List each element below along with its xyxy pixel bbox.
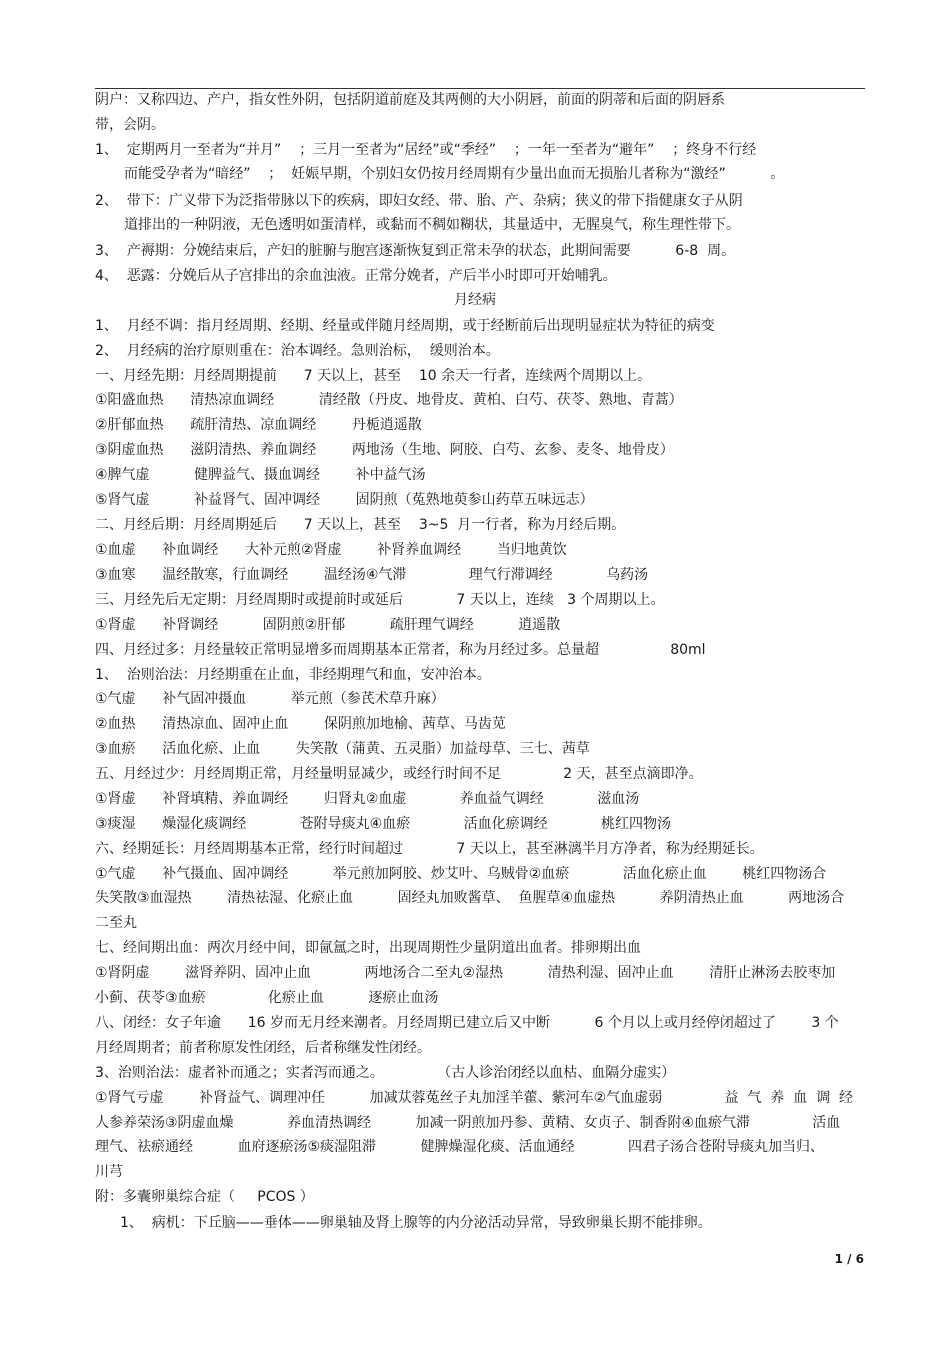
text-line: ③阴虚血热 滋阴清热、养血调经 两地汤（生地、阿胶、白芍、玄参、麦冬、地骨皮） (95, 442, 674, 458)
text-line: 月经周期者；前者称原发性闭经，后者称继发性闭经。 (95, 1040, 431, 1056)
text-line: 理气、祛瘀通经 血府逐瘀汤⑤痰湿阻滞 健脾燥湿化痰、活血通经 四君子汤合苍附导痰丸加当归、 (95, 1139, 824, 1155)
text-line: 川芎 (95, 1164, 123, 1180)
text-line: 3、治则治法：虚者补而通之；实者泻而通之。 （古人诊治闭经以血枯、血隔分虚实） (95, 1065, 676, 1081)
text-line: 道排出的一种阴液，无色透明如蛋清样，或黏而不稠如糊状，其量适中，无腥臭气，称生理性带下。 (124, 217, 740, 233)
text-line: 人参养荣汤③阴虚血燥 养血清热调经 加减一阴煎加丹参、黄精、女贞子、制香附④血瘀气滞 活血 (95, 1115, 841, 1131)
text-line: 1、 治则治法：月经期重在止血，非经期理气和血，安冲治本。 (95, 667, 491, 683)
text-line: 八、闭经：女子年逾 16 岁而无月经来潮者。月经周期已建立后又中断 6 个月以上或月经停闭超过了 3 个 (95, 1015, 839, 1031)
text-line: ⑤肾气虚 补益肾气、固冲调经 固阴煎（菟熟地萸参山药草五味远志） (95, 492, 594, 508)
text-line: ①气虚 补气摄血、固冲调经 举元煎加阿胶、炒艾叶、乌贼骨②血瘀 活血化瘀止血 桃红四物汤合 (95, 866, 827, 882)
text-line: 失笑散③血湿热 清热祛湿、化瘀止血 固经丸加败酱草、 鱼腥草④血虚热 养阴清热止血 两地汤合 (95, 890, 845, 906)
text-line: 附：多囊卵巢综合症（ PCOS ） (95, 1189, 314, 1205)
text-line: 而能受孕者为“暗经” ； 妊娠早期，个别妇女仍按月经周期有少量出血而无损胎儿者称为“激经” 。 (124, 166, 785, 182)
text-line: ③痰湿 燥湿化痰调经 苍附导痰丸④血瘀 活血化瘀调经 桃红四物汤 (95, 816, 672, 832)
text-line: 一、月经先期：月经周期提前 7 天以上，甚至 10 余天一行者，连续两个周期以上。 (95, 368, 652, 384)
text-line: ①肾虚 补肾调经 固阴煎②肝郁 疏肝理气调经 逍遥散 (95, 617, 561, 633)
text-line: ①血虚 补血调经 大补元煎②肾虚 补肾养血调经 当归地黄饮 (95, 542, 567, 558)
text-line: 二至丸 (95, 915, 137, 931)
text-line: 三、月经先后无定期：月经周期时或提前时或延后 7 天以上，连续 3 个周期以上。 (95, 592, 665, 608)
text-line: 带，会阴。 (95, 117, 165, 133)
text-line: 1、 月经不调：指月经周期、经期、经量或伴随月经周期，或于经断前后出现明显症状为特征的病变 (95, 318, 715, 334)
text-line: 六、经期延长：月经周期基本正常，经行时间超过 7 天以上，甚至淋漓半月方净者，称为经期延长。 (95, 841, 764, 857)
text-line: ④脾气虚 健脾益气、摄血调经 补中益气汤 (95, 467, 426, 483)
text-line: ①气虚 补气固冲摄血 举元煎（参芪术草升麻） (95, 691, 445, 707)
text-line: ①阳盛血热 清热凉血调经 清经散（丹皮、地骨皮、黄柏、白芍、茯苓、熟地、青蒿） (95, 392, 683, 408)
text-line: 2、 带下：广义带下为泛指带脉以下的疾病，即妇女经、带、胎、产、杂病；狭义的带下指健康女子从阴 (95, 193, 743, 209)
text-line: 小蓟、茯苓③血瘀 化瘀止血 逐瘀止血汤 (95, 990, 439, 1006)
text-line: ①肾阴虚 滋肾养阴、固冲止血 两地汤合二至丸②湿热 清热利湿、固冲止血 清肝止淋汤去胶枣加 (95, 965, 836, 981)
text-line: 四、月经过多：月经量较正常明显增多而周期基本正常者，称为月经过多。总量超 80ml (95, 642, 706, 658)
text-line: ①肾虚 补肾填精、养血调经 归肾丸②血虚 养血益气调经 滋血汤 (95, 791, 640, 807)
section-title: 月经病 (454, 292, 496, 308)
text-line: ①肾气亏虚 补肾益气、调理冲任 加减苁蓉菟丝子丸加淫羊藿、紫河车②气血虚弱 益 气 养 血 调 经 (95, 1090, 854, 1106)
text-line: ②肝郁血热 疏肝清热、凉血调经 丹栀逍遥散 (95, 417, 422, 433)
text-line: 4、 恶露：分娩后从子宫排出的余血浊液。正常分娩者，产后半小时即可开始哺乳。 (95, 268, 617, 284)
header-rule (95, 88, 865, 89)
text-line: ③血瘀 活血化瘀、止血 失笑散（蒲黄、五灵脂）加益母草、三七、茜草 (95, 741, 590, 757)
text-line: 1、 病机：下丘脑——垂体——卵巢轴及肾上腺等的内分泌活动异常，导致卵巢长期不能排卵。 (120, 1215, 712, 1231)
text-line: 五、月经过少：月经周期正常，月经量明显减少，或经行时间不足 2 天，甚至点滴即净。 (95, 766, 703, 782)
text-line: 2、 月经病的治疗原则重在：治本调经。急则治标， 缓则治本。 (95, 343, 500, 359)
text-line: 阴户：又称四边、产户，指女性外阴，包括阴道前庭及其两侧的大小阴唇，前面的阴蒂和后面的阴唇系 (95, 92, 725, 108)
text-line: 1、 定期两月一至者为“并月” ；三月一至者为“居经”或“季经” ；一年一至者为“避年” ；终身不行经 (95, 142, 757, 158)
text-line: ②血热 清热凉血、固冲止血 保阴煎加地榆、茜草、马齿苋 (95, 716, 506, 732)
text-line: 七、经间期出血：两次月经中间，即氤氲之时，出现周期性少量阴道出血者。排卵期出血 (95, 940, 641, 956)
text-line: ③血寒 温经散寒，行血调经 温经汤④气滞 理气行滞调经 乌药汤 (95, 567, 649, 583)
text-line: 二、月经后期：月经周期延后 7 天以上，甚至 3~5 月一行者，称为月经后期。 (95, 517, 626, 533)
page-number: 1 / 6 (834, 1252, 864, 1266)
text-line: 3、 产褥期：分娩结束后，产妇的脏腑与胞宫逐渐恢复到正常未孕的状态，此期间需要 6-8 周。 (95, 243, 736, 259)
